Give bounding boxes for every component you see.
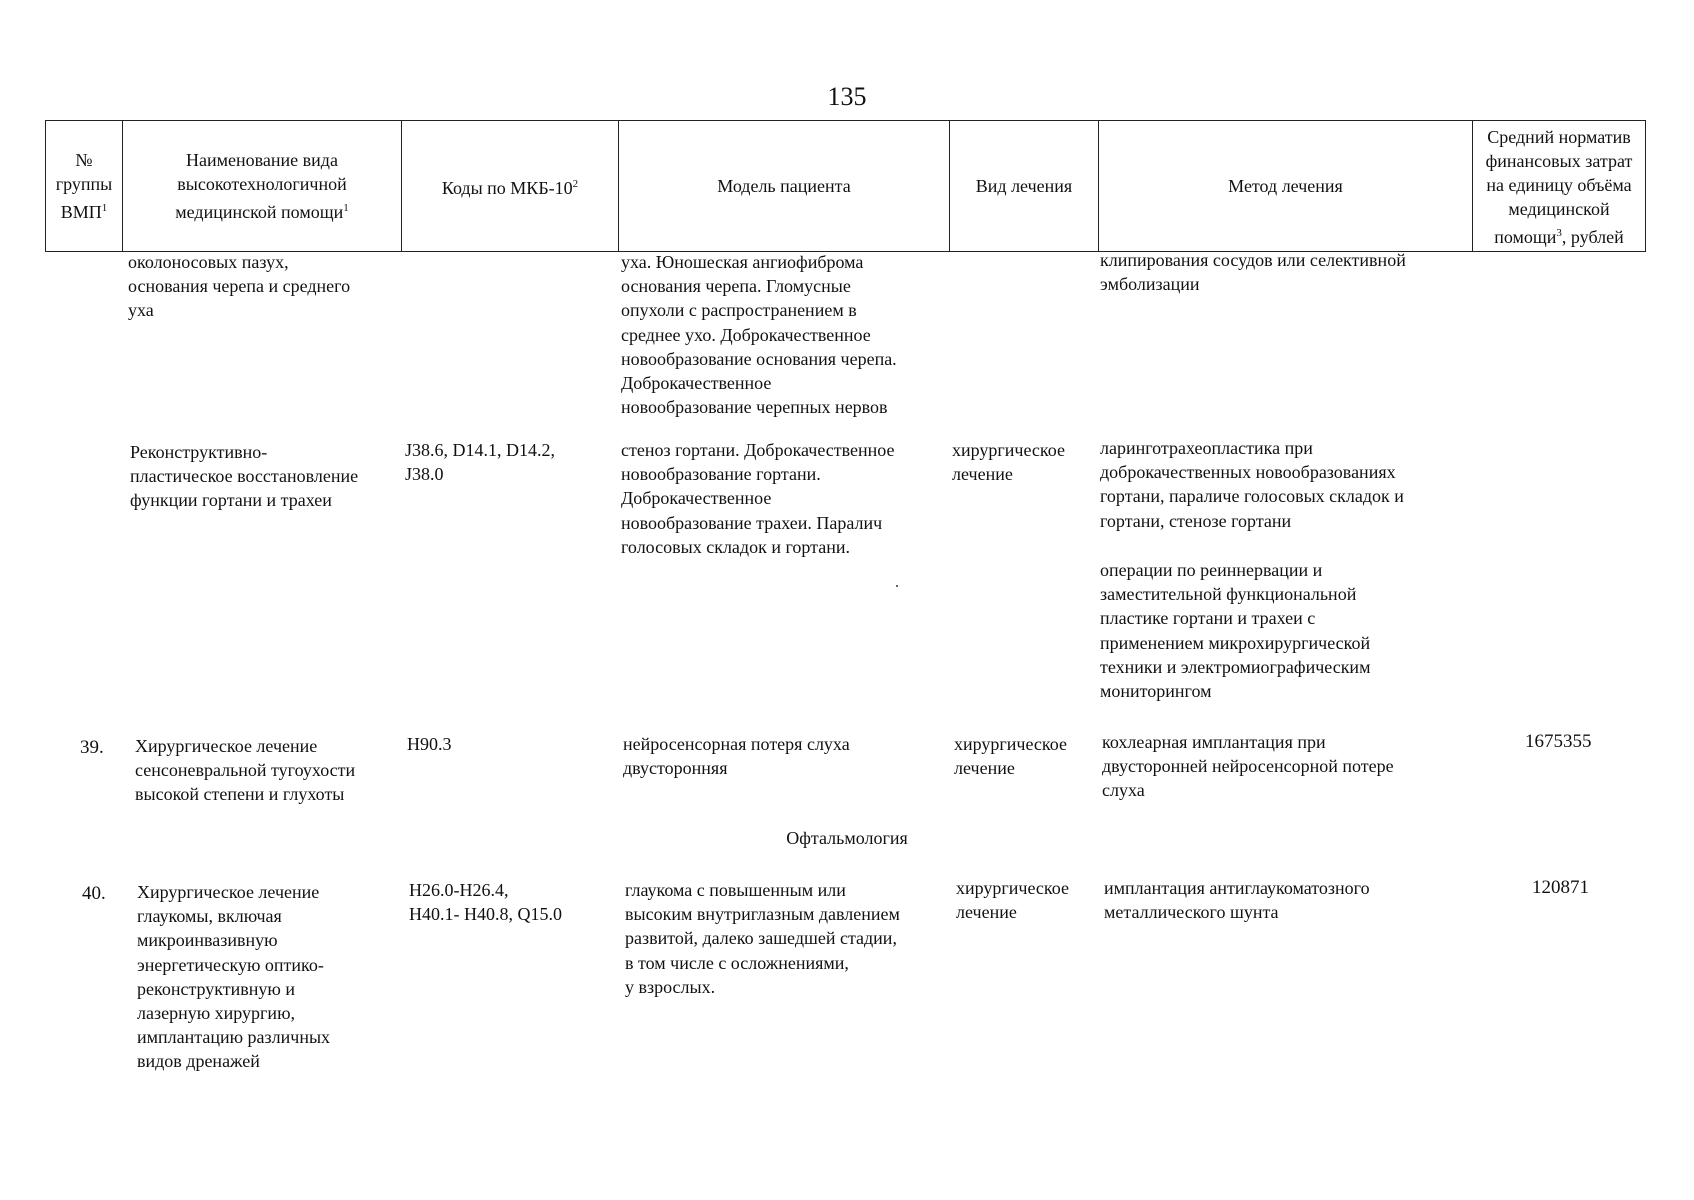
row-larynx-model: стеноз гортани. Доброкачественное новообразование гортани. Доброкачественное новообразование трахеи. Паралич голосовых складок и гортани. [621,440,895,557]
row-larynx-method: ларинготрахеопластика при доброкачественных новообразованиях гортани, параличе голосовых складок и гортани, стенозе гортани [1100,438,1404,531]
row-larynx-codes: J38.6, D14.1, D14.2, J38.0 [405,440,556,485]
header-group-number: № группы ВМП$^1$ [46,121,123,252]
page-number: 135 [827,82,867,111]
row-39-number: 39. [80,737,104,758]
row-40-model: глаукома с повышенным или высоким внутриглазным давлением развитой, далеко зашедшей стадии, в том числе с осложнениями, у взрослых. [625,880,900,997]
row-continued-name: околоносовых пазух, основания черепа и среднего уха [128,252,351,321]
row-larynx-type: хирургическое лечение [952,440,1065,485]
row-continued-model: уха. Юношеская ангиофиброма основания черепа. Гломусные опухоли с распространением в среднее ухо. Доброкачественное новообразование основания черепа. Доброкачественное новообразование черепных нервов [621,252,897,418]
row-larynx-name: Реконструктивно- пластическое восстановление функции гортани и трахеи [130,442,359,511]
section-title: Офтальмология [786,828,908,848]
row-39-type: хирургическое лечение [954,734,1067,779]
header-financial-standard: Средний норматив финансовых затрат на единицу объёма медицинской помощи$^3$, рублей [1473,121,1646,252]
table-header [45,120,1646,252]
scan-speck [896,585,898,587]
row-40-type: хирургическое лечение [956,878,1069,923]
row-39-cost: 1675355 [1525,731,1592,752]
header-icd-codes: Коды по МКБ-$10^2$ [402,121,619,252]
row-40-method: имплантация антиглаукоматозного металлического шунта [1104,878,1370,923]
header-patient-model: Модель пациента [619,121,950,252]
header-treatment-type: Вид лечения [950,121,1099,252]
row-40-codes: H26.0-H26.4, H40.1- H40.8, Q15.0 [409,880,562,925]
row-39-method: кохлеарная имплантация при двусторонней нейросенсорной потере слуха [1102,732,1394,801]
row-40-number: 40. [82,883,106,904]
row-40-name: Хирургическое лечение глаукомы, включая микроинвазивную энергетическую оптико- реконструктивную и лазерную хирургию, имплантацию различных видов дренажей [137,882,331,1072]
row-39-codes: H90.3 [407,734,452,754]
row-40-cost: 120871 [1532,877,1589,898]
row-continued-method: клипирования сосудов или селективной эмболизации [1100,250,1406,295]
header-vmp-name: Наименование вида высокотехнологичной медицинской помощи$^1$ [123,121,402,252]
row-39-name: Хирургическое лечение сенсоневральной тугоухости высокой степени и глухоты [135,736,356,805]
row-larynx-method-2: операции по реиннервации и заместительной функциональной пластике гортани и трахеи с применением микрохирургической техники и электромиографическим мониторингом [1100,560,1371,702]
header-treatment-method: Метод лечения [1099,121,1473,252]
row-39-model: нейросенсорная потеря слуха двусторонняя [623,734,850,779]
